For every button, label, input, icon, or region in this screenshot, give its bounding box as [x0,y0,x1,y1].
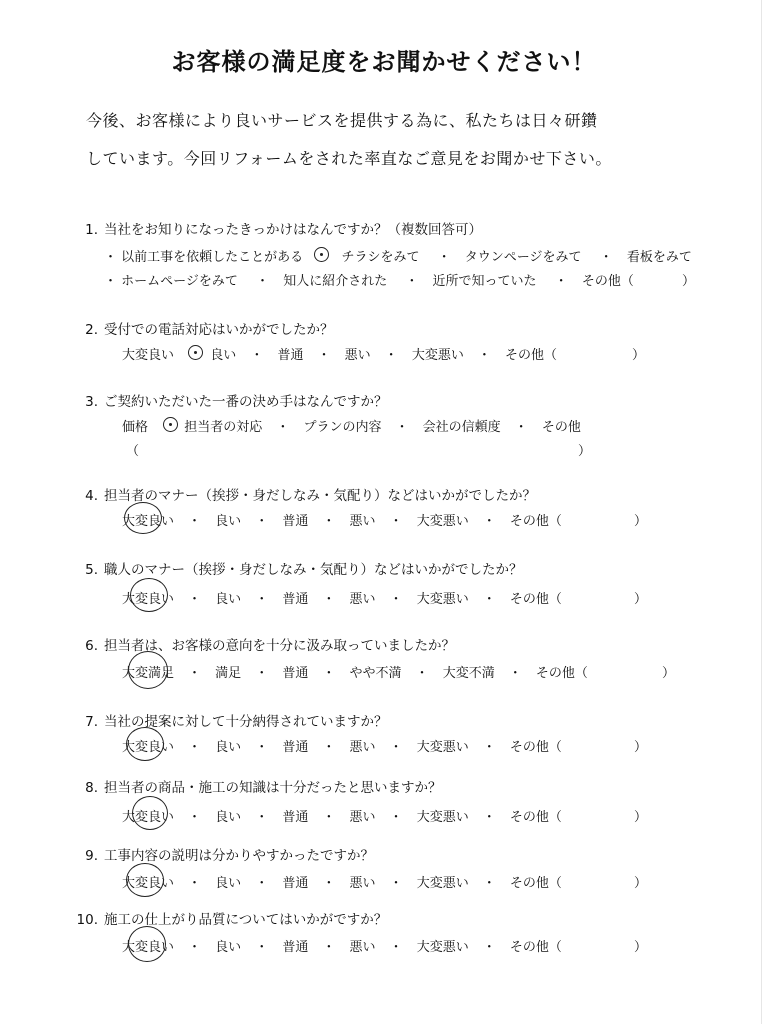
option-very-bad[interactable]: 大変悪い [416,592,469,607]
option-good[interactable]: 良い [215,876,242,891]
q7-options: 大変良い ・ 良い ・ 普通 ・ 悪い ・ 大変悪い ・ その他（ [122,740,562,755]
option-very-bad[interactable]: 大変悪い [416,740,469,755]
intro-line-1: 今後、お客様により良いサービスを提供する為に、私たちは日々研鑽 [86,111,598,130]
q4-close-paren: ） [634,514,648,529]
question-9 [70,844,374,864]
q2-options: 大変良い 良い ・ 普通 ・ 悪い ・ 大変悪い ・ その他（ [122,348,557,363]
q10-close-paren: ） [634,940,648,955]
question-number: 7. [85,714,98,730]
option-somewhat-dissatisfied[interactable]: やや不満 [349,666,402,681]
question-text: 担当者は、お客様の意向を十分に汲み取っていましたか？ [104,638,455,654]
option-very-dissatisfied[interactable]: 大変不満 [442,666,495,681]
option-very-good[interactable]: 大変良い [122,940,175,955]
option-other[interactable]: その他（ [509,876,562,891]
option-neighborhood[interactable]: 近所で知っていた [432,274,537,289]
option-normal[interactable]: 普通 [282,514,309,529]
intro-line-2: しています。今回リフォームをされた率直なご意見をお聞かせ下さい。 [86,149,612,168]
option-price[interactable]: 価格 [122,420,149,435]
option-very-bad[interactable]: 大変悪い [416,940,469,955]
q3-close-paren: ） [578,444,592,459]
q5-options: 大変良い ・ 良い ・ 普通 ・ 悪い ・ 大変悪い ・ その他（ [122,592,562,607]
page-title: お客様の満足度をお聞かせください！ [171,48,597,76]
option-very-good[interactable]: 大変良い [122,876,175,891]
question-1 [70,218,482,238]
separator: ・ [599,250,613,265]
option-bad[interactable]: 悪い [349,740,376,755]
option-normal[interactable]: 普通 [282,666,309,681]
option-previous-work[interactable]: 以前工事を依頼したことがある [121,250,304,265]
option-other[interactable]: その他（ [581,274,634,289]
option-very-good[interactable]: 大変良い [122,348,175,363]
q4-options: 大変良い ・ 良い ・ 普通 ・ 悪い ・ 大変悪い ・ その他（ [122,514,562,529]
question-text: ご契約いただいた一番の決め手はなんですか？ [104,394,388,410]
option-very-bad[interactable]: 大変悪い [416,514,469,529]
q6-close-paren: ） [662,666,676,681]
question-text: 当社の提案に対して十分納得されていますか？ [104,714,388,730]
option-normal[interactable]: 普通 [282,592,309,607]
question-number: 5. [85,562,98,578]
question-text: 当社をお知りになったきっかけはなんですか？（複数回答可） [104,222,482,238]
option-signboard[interactable]: 看板をみて [626,250,692,265]
question-text: 工事内容の説明は分かりやすかったですか？ [104,848,374,864]
separator: ・ [256,274,270,289]
option-normal[interactable]: 普通 [282,940,309,955]
question-number: 2. [85,322,98,338]
question-number: 4. [85,488,98,504]
option-good[interactable]: 良い [215,740,242,755]
option-townpage[interactable]: タウンページをみて [464,250,582,265]
option-very-good[interactable]: 大変良い [122,514,175,529]
question-text: 担当者の商品・施工の知識は十分だったと思いますか？ [104,780,442,796]
q3-options: 価格 担当者の対応 ・ プランの内容 ・ 会社の信頼度 ・ その他 [122,420,581,435]
q8-options: 大変良い ・ 良い ・ 普通 ・ 悪い ・ 大変悪い ・ その他（ [122,810,562,825]
question-3 [70,390,388,410]
selection-mark-icon [163,417,178,432]
question-number: 9. [85,848,98,864]
question-8 [70,776,442,796]
option-normal[interactable]: 普通 [277,348,304,363]
question-4 [70,484,536,504]
option-flyer[interactable]: チラシをみて [341,250,420,265]
option-normal[interactable]: 普通 [282,876,309,891]
option-bad[interactable]: 悪い [349,592,376,607]
bullet: ・ [104,274,118,289]
q1-options-row-2 [104,270,638,289]
option-good[interactable]: 良い [215,514,242,529]
option-bad[interactable]: 悪い [344,348,371,363]
q8-close-paren: ） [634,810,648,825]
question-5 [70,558,523,578]
q5-close-paren: ） [634,592,648,607]
q9-options: 大変良い ・ 良い ・ 普通 ・ 悪い ・ 大変悪い ・ その他（ [122,876,562,891]
option-referral[interactable]: 知人に紹介された [283,274,388,289]
question-text: 担当者のマナー（挨拶・身だしなみ・気配り）などはいかがでしたか？ [104,488,536,504]
option-very-bad[interactable]: 大変悪い [416,876,469,891]
option-staff-response[interactable]: 担当者の対応 [184,420,263,435]
q7-close-paren: ） [634,740,648,755]
option-very-good[interactable]: 大変良い [122,740,175,755]
option-satisfied[interactable]: 満足 [215,666,242,681]
question-number: 6. [85,638,98,654]
option-good[interactable]: 良い [215,592,242,607]
option-other[interactable]: その他（ [509,514,562,529]
selection-mark-icon [188,345,203,360]
option-other[interactable]: その他（ [504,348,557,363]
question-10 [62,908,387,928]
separator: ・ [405,274,419,289]
q3-open-paren: （ [126,444,140,459]
question-text: 受付での電話対応はいかがでしたか？ [104,322,334,338]
option-good[interactable]: 良い [215,940,242,955]
bullet: ・ [104,250,118,265]
q9-close-paren: ） [634,876,648,891]
option-normal[interactable]: 普通 [282,810,309,825]
option-normal[interactable]: 普通 [282,740,309,755]
option-very-bad[interactable]: 大変悪い [411,348,464,363]
option-homepage[interactable]: ホームページをみて [121,274,238,289]
option-other[interactable]: その他（ [509,940,562,955]
question-6 [70,634,455,654]
question-number: 10. [76,912,98,928]
option-bad[interactable]: 悪い [349,810,376,825]
question-number: 1. [85,222,98,238]
option-bad[interactable]: 悪い [349,514,376,529]
scan-edge [761,0,762,1024]
option-bad[interactable]: 悪い [349,940,376,955]
option-other[interactable]: その他（ [509,810,562,825]
option-other[interactable]: その他（ [509,740,562,755]
option-very-bad[interactable]: 大変悪い [416,810,469,825]
q2-close-paren: ） [632,348,646,363]
selection-mark-icon [314,247,329,262]
question-text: 施工の仕上がり品質についてはいかがですか？ [104,912,388,928]
option-good[interactable]: 良い [215,810,242,825]
q1-close-paren: ） [682,274,696,289]
q6-options: 大変満足 ・ 満足 ・ 普通 ・ やや不満 ・ 大変不満 ・ その他（ [122,666,588,681]
option-other[interactable]: その他（ [535,666,588,681]
question-number: 8. [85,780,98,796]
question-text: 職人のマナー（挨拶・身だしなみ・気配り）などはいかがでしたか？ [104,562,523,578]
q10-options: 大変良い ・ 良い ・ 普通 ・ 悪い ・ 大変悪い ・ その他（ [122,940,562,955]
question-number: 3. [85,394,98,410]
question-2 [70,318,334,338]
question-7 [70,710,388,730]
option-plan-content[interactable]: プランの内容 [303,420,382,435]
separator: ・ [437,250,451,265]
option-good[interactable]: 良い [210,348,237,363]
q1-options-row-1 [104,246,696,265]
option-company-trust[interactable]: 会社の信頼度 [422,420,501,435]
option-bad[interactable]: 悪い [349,876,376,891]
option-very-good[interactable]: 大変良い [122,810,175,825]
option-very-satisfied[interactable]: 大変満足 [122,666,175,681]
option-other[interactable]: その他（ [509,592,562,607]
option-other[interactable]: その他 [541,420,581,435]
separator: ・ [554,274,568,289]
option-very-good[interactable]: 大変良い [122,592,175,607]
